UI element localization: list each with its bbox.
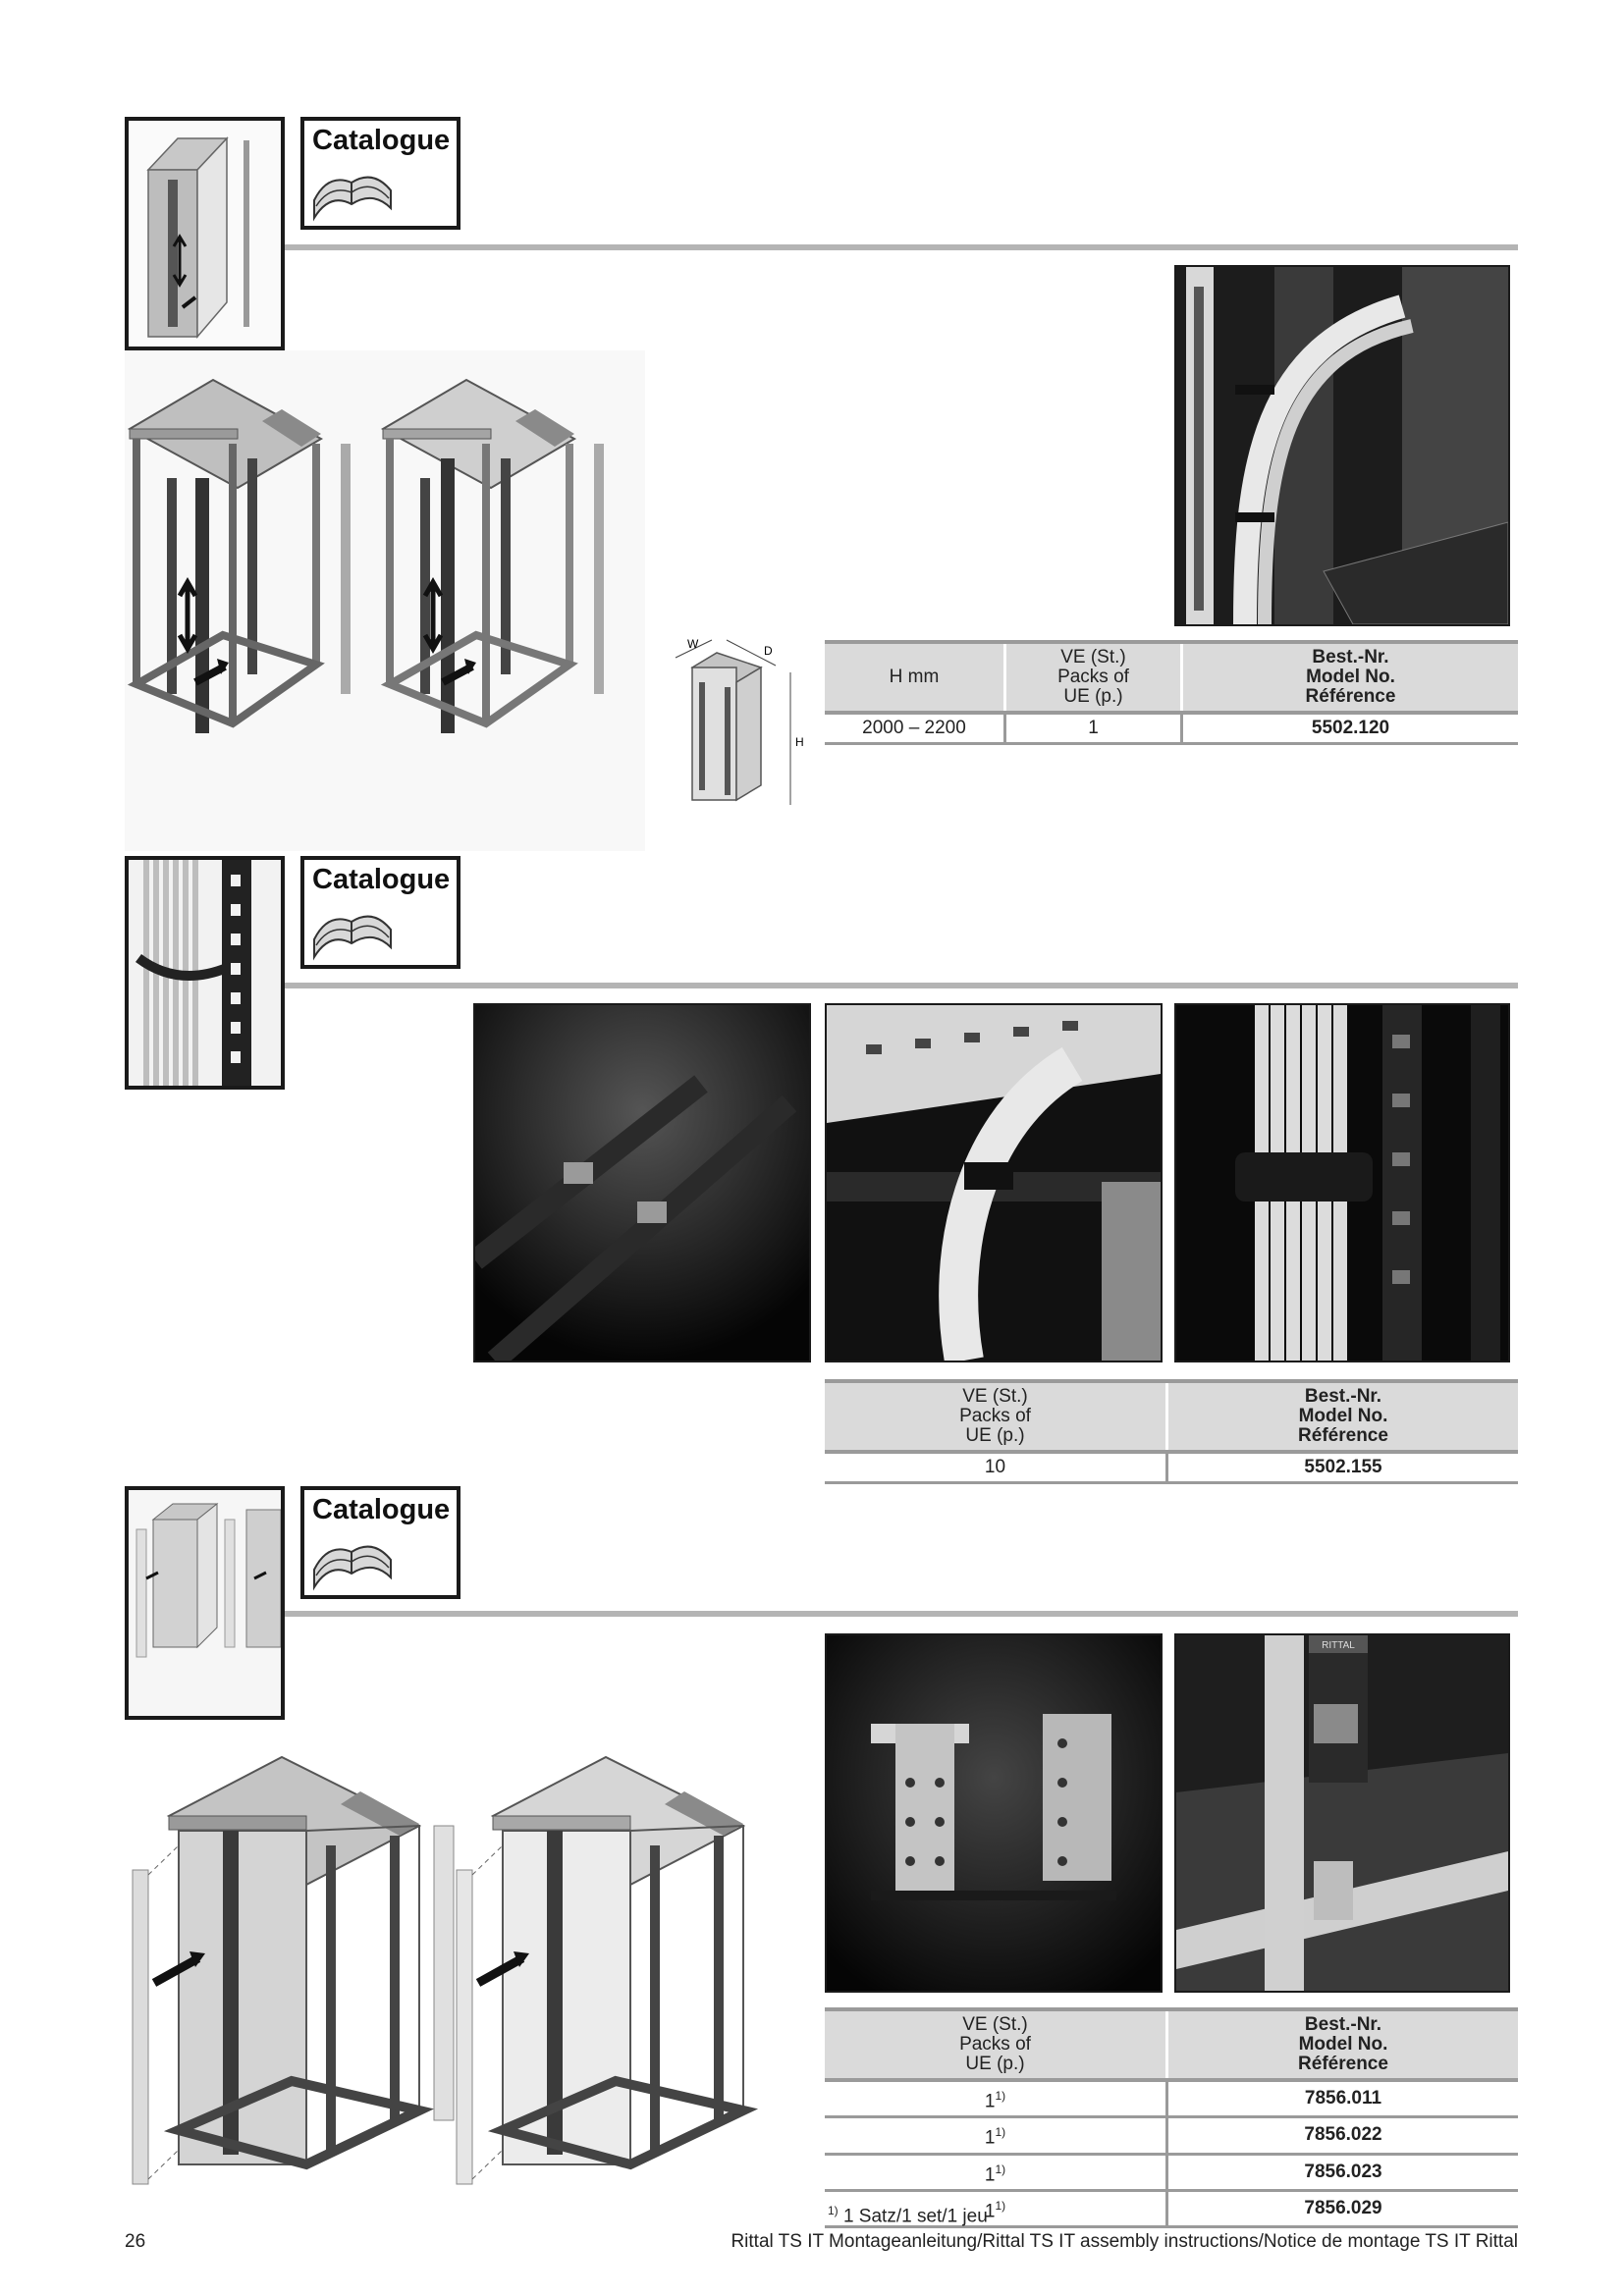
mounting-bracket-photo-icon <box>827 1635 1161 1991</box>
table-row <box>825 2080 1518 2117</box>
catalogue-label: Catalogue <box>312 125 451 156</box>
header-packs: VE (St.) Packs of UE (p.) <box>825 2009 1167 2080</box>
table-row <box>825 2154 1518 2190</box>
catalogue-label: Catalogue <box>312 864 451 895</box>
section2-spec-table <box>825 1379 1518 1484</box>
side-panel-mounting-icon <box>125 1737 812 2199</box>
table-row <box>825 713 1518 744</box>
page-number: 26 <box>125 2231 146 2252</box>
cell-packs: 1$^{1)}$ <box>825 2080 1167 2117</box>
header-model-no: Best.-Nr. Model No. Référence <box>1167 1381 1519 1452</box>
section-rule-1 <box>285 244 1518 250</box>
catalogue-badge-1[interactable] <box>300 117 460 230</box>
cabinet-dimensions-icon <box>668 628 825 825</box>
section2-photo-straps <box>473 1003 811 1362</box>
catalogue-badge-3[interactable] <box>300 1486 460 1599</box>
cell-model-no: 7856.023 <box>1167 2154 1519 2190</box>
catalogue-label: Catalogue <box>312 1494 451 1525</box>
footnote-marker: 1) <box>828 2204 839 2217</box>
catalogue-book-icon <box>308 161 397 224</box>
cell-model-no: 5502.155 <box>1167 1452 1519 1483</box>
height-label: H <box>795 735 804 749</box>
cabinet-vertical-rail-icon <box>125 350 645 851</box>
footer-title: Rittal TS IT Montageanleitung/Rittal TS IT assembly instructions/Notice de montage TS IT Rittal <box>731 2231 1518 2252</box>
section3-cabinet-illustration <box>125 1737 812 2199</box>
side-panel-thumbnail-icon <box>129 1490 281 1716</box>
footnote-text: 1 Satz/1 set/1 jeu <box>842 2206 988 2227</box>
section1-cabinet-illustration <box>125 350 645 851</box>
cell-model-no: 7856.011 <box>1167 2080 1519 2117</box>
cell-packs: 10 <box>825 1452 1167 1483</box>
cell-packs: 1 <box>1005 713 1182 744</box>
catalogue-book-icon <box>308 1530 397 1593</box>
header-model-no: Best.-Nr. Model No. Référence <box>1182 642 1519 713</box>
cell-packs: 1$^{1)}$ <box>825 2117 1167 2154</box>
cabinet-rail-thumbnail-icon <box>129 121 281 347</box>
cell-model-no: 5502.120 <box>1182 713 1519 744</box>
cell-packs: 1$^{1)}$ <box>825 2154 1167 2190</box>
section2-photo-strap-mounted <box>1174 1003 1510 1362</box>
cell-model-no: 7856.022 <box>1167 2117 1519 2154</box>
rittal-badge: RITTAL <box>1322 1640 1355 1651</box>
section1-thumbnail <box>125 117 285 350</box>
footnote <box>828 2204 988 2227</box>
section2-thumbnail <box>125 856 285 1090</box>
header-height: H mm <box>825 642 1005 713</box>
section3-thumbnail <box>125 1486 285 1720</box>
cable-management-photo-icon <box>1176 267 1508 624</box>
cable-strap-thumbnail-icon <box>129 860 281 1086</box>
bracket-mounted-photo-icon <box>1176 1635 1508 1991</box>
header-model-no: Best.-Nr. Model No. Référence <box>1167 2009 1519 2080</box>
table-row <box>825 1452 1518 1483</box>
section2-photo-cable-bundle <box>825 1003 1163 1362</box>
cell-model-no: 7856.029 <box>1167 2190 1519 2226</box>
section1-spec-table <box>825 640 1518 745</box>
strap-mounted-photo-icon <box>1176 1005 1508 1361</box>
header-packs: VE (St.) Packs of UE (p.) <box>1005 642 1182 713</box>
depth-label: D <box>764 644 773 658</box>
section1-product-photo <box>1174 265 1510 626</box>
header-packs: VE (St.) Packs of UE (p.) <box>825 1381 1167 1452</box>
catalogue-book-icon <box>308 900 397 963</box>
section-rule-3 <box>285 1611 1518 1617</box>
section3-spec-table <box>825 2007 1518 2228</box>
section3-photo-brackets <box>825 1633 1163 1993</box>
velcro-strap-photo-icon <box>475 1005 809 1361</box>
cell-height: 2000 – 2200 <box>825 713 1005 744</box>
width-label: W <box>687 637 699 651</box>
cable-bundle-photo-icon <box>827 1005 1161 1361</box>
dimension-diagram <box>668 628 825 825</box>
catalogue-badge-2[interactable] <box>300 856 460 969</box>
table-row <box>825 2117 1518 2154</box>
section3-photo-mounted <box>1174 1633 1510 1993</box>
section-rule-2 <box>285 983 1518 988</box>
cell-packs: 1$^{1)}$ <box>825 2190 1167 2226</box>
